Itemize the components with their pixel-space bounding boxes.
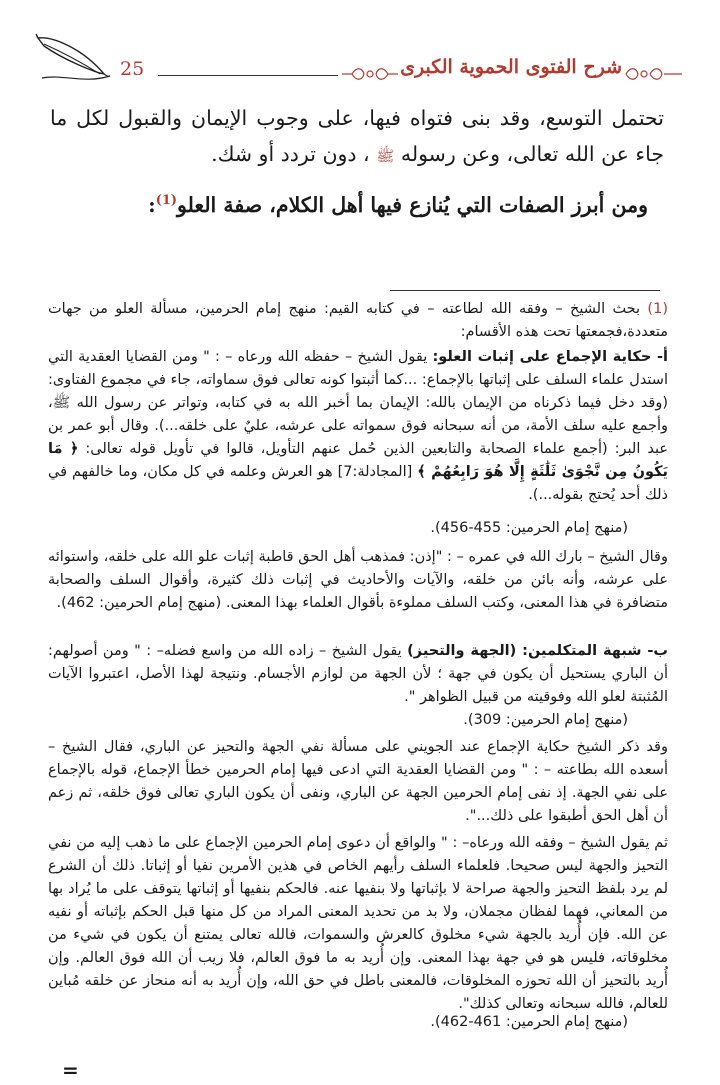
footnote-intro — [48, 298, 668, 344]
ornament-icon — [624, 63, 684, 85]
footnote-section-b — [48, 640, 668, 709]
footnote-text: بحث الشيخ – وفقه الله لطاعته – في كتابه القيم: منهج إمام الحرمين، مسألة العلو من جهات متعددة،فجمعتها تحت هذه الأقسام: — [48, 301, 668, 340]
footnote-section-d — [48, 832, 668, 1016]
heading-text: ومن أبرز الصفات التي يُنازع فيها أهل الكلام، صفة العلو — [177, 193, 648, 217]
source-citation: (منهج إمام الحرمين: 455-456). — [430, 520, 628, 536]
page-number: 25 — [120, 58, 145, 80]
end-mark: = — [62, 1058, 79, 1082]
quran-verse: ﴿ مَا يَكُونُ مِن نَّجْوَىٰ ثَلَٰثَةٍ إِلَّا هُوَ رَابِعُهُمْ ﴾ — [48, 441, 668, 480]
body-text: ، دون تردد أو شك. — [211, 142, 370, 166]
footnote-section-c — [48, 736, 668, 828]
section-a2-text: وقال الشيخ – بارك الله في عمره – : "إذن: فمذهب أهل الحق قاطبة إثبات علو الله على خلقه، واستوائه على عرشه، وأنه بائن من خلقه، والآيات والأحاديث في إثبات ذلك كثيرة، وأقوال السلف والصحابة متضافرة في هذا المعنى، وكتب السلف مملوءة بأقوال العلماء بهذا المعنى. (منهج إمام الحرمين: 462). — [48, 549, 668, 611]
section-a-text-cont: هو العرش وعلمه في كل مكان، وما خالفهم في ذلك أحد يُحتج بقوله...). — [48, 464, 668, 503]
footnote-section-a — [48, 346, 668, 507]
body-text: تحتمل التوسع، وقد بنى فتواه فيها، على وجوب الإيمان والقبول لكل ما جاء عن الله تعالى، وعن رسوله — [50, 106, 664, 166]
running-header-title: شرح الفتوى الحموية الكبرى — [400, 56, 622, 78]
ornament-icon — [340, 63, 400, 85]
footnote-separator — [390, 290, 660, 291]
body-paragraph — [50, 100, 664, 174]
section-d-text: ثم يقول الشيخ – وفقه الله ورعاه– : " والواقع أن دعوى إمام الحرمين الإجماع على ما ذهب إليه من نفي التحيز والجهة ليس صحيحا. فلعلماء السلف رأيهم الخاص في هذين الأمرين نفيا أو إثباتا. ذلك أن الشرع لم يرد بلفظ التحيز والجهة صراحة لا بإثباتها ولا بنفيها عنه. فالحكم بنفيها أو إثباتها يتوقف على ما يُراد بها من المعاني، فهما لفظان مجملان، ولا بد من تحديد المعنى المراد من كل منها قبل الحكم بإثباته أو نفيه عن الله. فإن أُريد بالجهة شيء مخلوق كالعرش والسموات، فالله تعالى يمتنع أن يكون في شيء من مخلوقاته، فليس هو في جهة بهذا المعنى. وإن أُريد به ما فوق العالم، فلا ريب أن الله فوق العالم. وإن أُريد بالتحيز أن الله تحوزه المخلوقات، فالمعنى باطل في حق الله، وإن أُريد به أنه منحاز عن خلقه مُباين للعالم، فالله سبحانه وتعالى كذلك". — [48, 835, 668, 1012]
footnote-reference[interactable]: (1) — [155, 193, 178, 209]
section-b-label: ب- شبهة المتكلمين: (الجهة والتحيز) — [407, 643, 668, 659]
section-c-text: وقد ذكر الشيخ حكاية الإجماع عند الجويني على مسألة نفي الجهة والتحيز عن الباري، فقال الشيخ – أسعده الله بطاعته – : " ومن القضايا العقدية التي ادعى فيها إمام الحرمين خطأ الإجماع، قوله بالإجماع على نفي الجهة. إذ نفى إمام الحرمين الجهة عن الباري، ونفى أن يكون الباري تعالى فوق خلقه، ثم زعم أن أهل الحق أطبقوا على ذلك...". — [48, 739, 668, 824]
quill-pen-icon — [34, 30, 112, 88]
header-rule — [158, 75, 338, 76]
section-b-text: يقول الشيخ – زاده الله من واسع فضله– : " ومن أصولهم: أن الباري يستحيل أن يكون في جهة ؛ لأن الجهة من لوازم الأجسام. ونتيجة لهذا الأصل، اعتبروا الآيات المُثبتة لعلو الله وفوقيته من قبيل الظواهر ". — [48, 643, 668, 705]
section-a-text: يقول الشيخ – حفظه الله ورعاه – : " ومن القضايا العقدية التي استدل علماء السلف على إثباتها بالإجماع: ...كما أثبتوا كونه تعالى فوق سماواته، جاء في مجموع الفتاوى: (وقد دخل فيما ذكرناه من الإيمان بالله: الإيمان بما أخبر الله به في كتابه، وتواتر عن رسول الله ﷺ، وأجمع عليه سلف الأمة، من أنه سبحانه فوق سمواته على عرشه، عليٌ على خلقه...). وقال أبو عمر بن عبد البر: (أجمع علماء الصحابة والتابعين الذين حُمل عنهم التأويل، قالوا في تأويل قوله تعالى: — [48, 349, 668, 457]
section-a-label: أ- حكاية الإجماع على إثبات العلو: — [432, 349, 668, 365]
quran-reference: [المجادلة:7] — [337, 464, 413, 480]
footnote-number: (1) — [647, 301, 668, 317]
source-citation: (منهج إمام الحرمين: 309). — [463, 712, 628, 728]
heading-colon: : — [148, 193, 156, 217]
section-heading — [48, 193, 648, 217]
salutation-glyph: ﷺ — [376, 147, 395, 165]
source-citation: (منهج إمام الحرمين: 461-462). — [430, 1014, 628, 1030]
footnote-section-a2 — [48, 546, 668, 615]
